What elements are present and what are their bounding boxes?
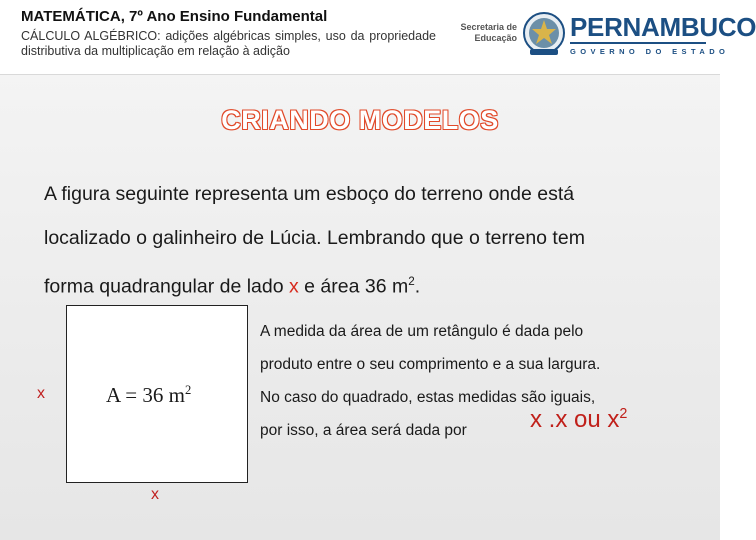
paragraph-line-3-prefix: forma quadrangular de lado bbox=[44, 275, 289, 298]
paragraph-line-3 bbox=[44, 260, 684, 309]
pernambuco-logo bbox=[570, 12, 756, 56]
paragraph-line-1: A figura seguinte representa um esboço do terreno onde está bbox=[44, 183, 575, 205]
side-label-x: x bbox=[37, 385, 45, 402]
area-exponent: 2 bbox=[184, 383, 192, 397]
bottom-label-x: x bbox=[151, 486, 159, 503]
explanation-line-2: produto entre o seu comprimento e a sua largura. bbox=[260, 356, 601, 373]
paragraph-exponent: 2 bbox=[408, 275, 415, 288]
area-label bbox=[106, 383, 191, 408]
section-title: CRIANDO MODELOS bbox=[221, 105, 499, 135]
brand-name: PERNAMBUCO bbox=[570, 12, 756, 42]
explanation-line-1: A medida da área de um retângulo é dada pelo bbox=[260, 323, 584, 340]
problem-paragraph bbox=[44, 172, 684, 309]
paragraph-line-3-mid: e área 36 m bbox=[298, 275, 409, 298]
secretaria-line-2: Educação bbox=[474, 33, 517, 43]
secretaria-logo-text bbox=[451, 22, 517, 44]
state-seal-icon bbox=[522, 11, 566, 57]
formula-exponent: 2 bbox=[619, 406, 628, 422]
secretaria-line-1: Secretaria de bbox=[460, 22, 517, 32]
paragraph-line-2: localizado o galinheiro de Lúcia. Lembrando que o terreno tem bbox=[44, 227, 585, 249]
variable-x: x bbox=[289, 275, 299, 298]
header-bar bbox=[0, 0, 756, 75]
explanation-line-4: por isso, a área será dada por bbox=[260, 422, 467, 439]
lesson-subtitle: CÁLCULO ALGÉBRICO: adições algébricas simples, uso da propriedade distributiva da multiplicação em relação à adição bbox=[21, 29, 436, 58]
paragraph-line-3-end: . bbox=[414, 275, 421, 298]
formula-text: x .x ou x bbox=[530, 406, 620, 433]
area-text: A = 36 m bbox=[106, 383, 185, 407]
brand-divider bbox=[570, 42, 706, 44]
area-formula bbox=[530, 406, 627, 434]
explanation-line-3: No caso do quadrado, estas medidas são iguais, bbox=[260, 389, 596, 406]
brand-subtitle: GOVERNO DO ESTADO bbox=[570, 47, 730, 56]
course-title: MATEMÁTICA, 7º Ano Ensino Fundamental bbox=[21, 8, 328, 25]
